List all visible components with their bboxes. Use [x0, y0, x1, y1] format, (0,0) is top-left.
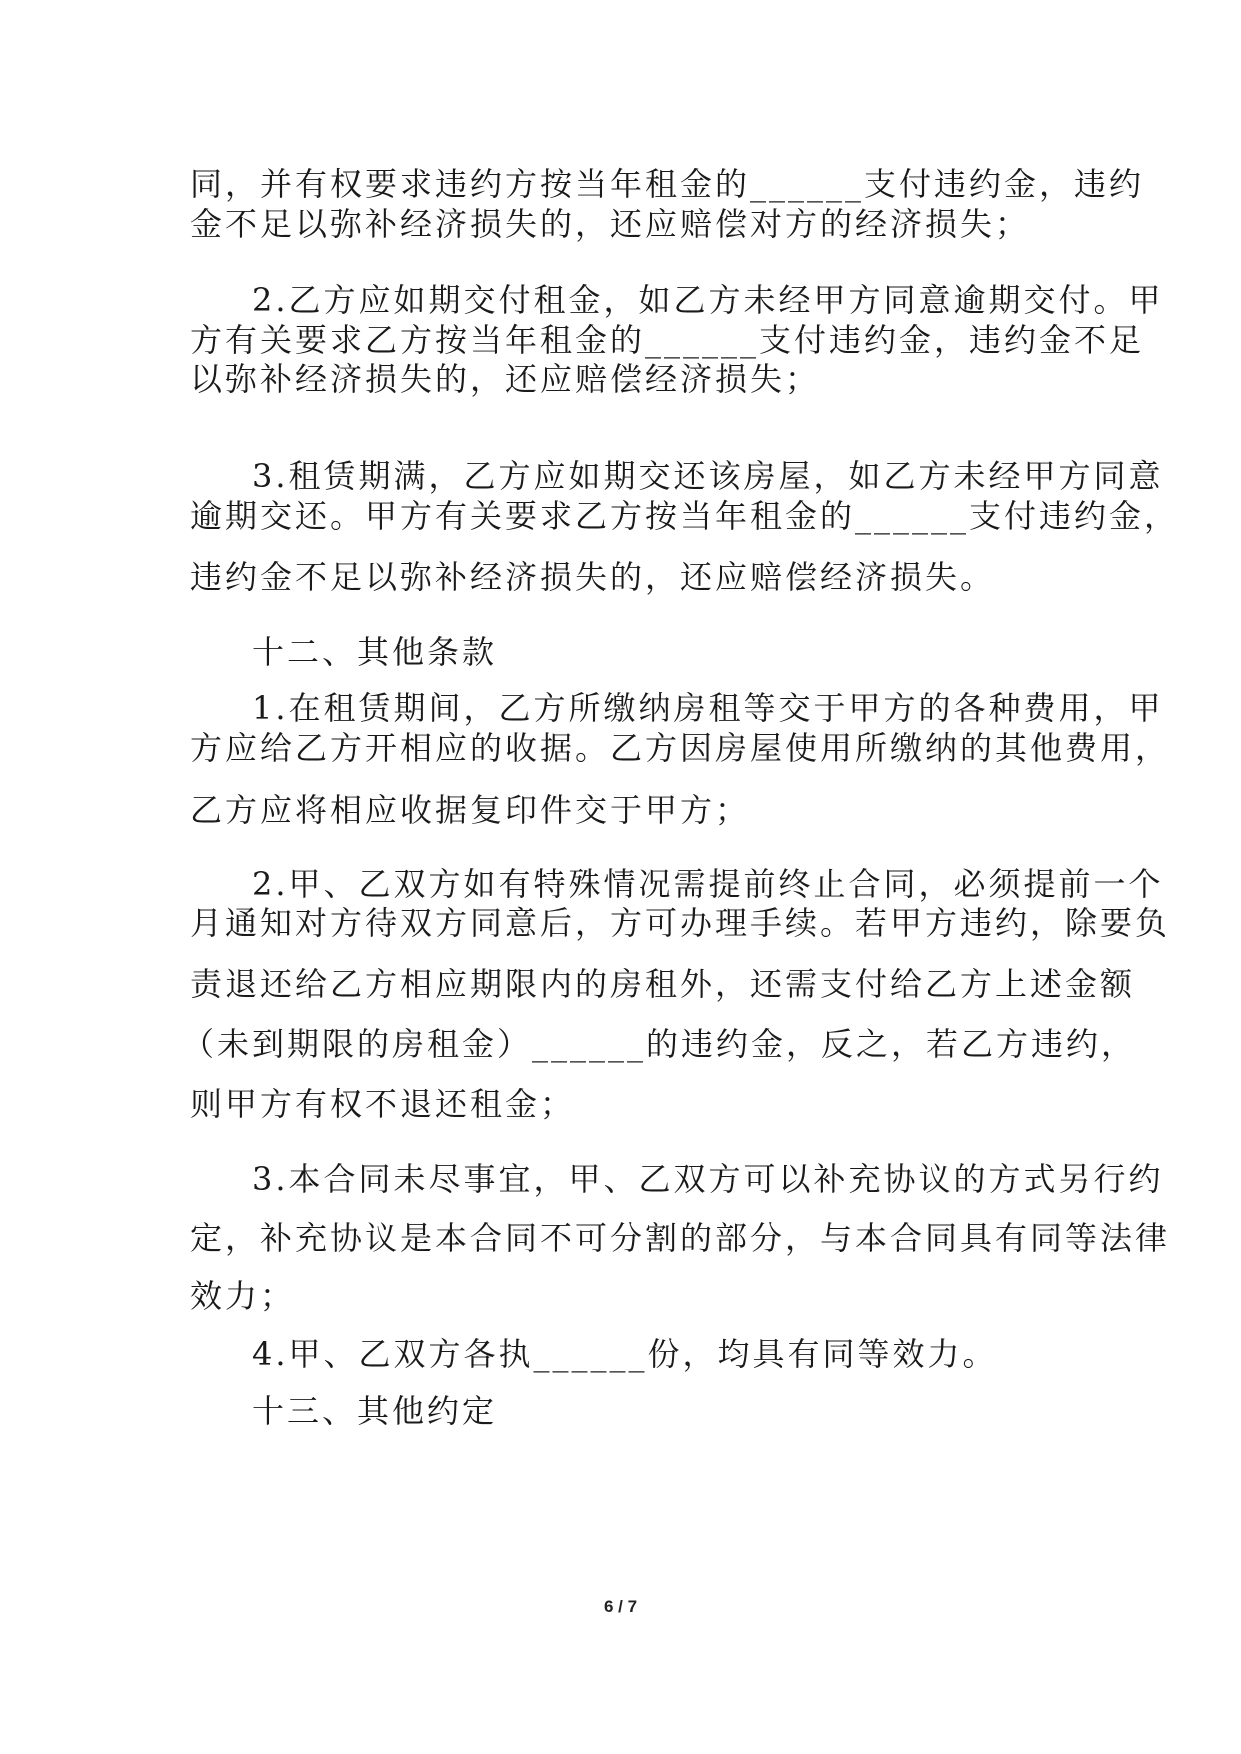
- body-line: 1.在租赁期间，乙方所缴纳房租等交于甲方的各种费用，甲: [252, 689, 1164, 727]
- body-line: 3.租赁期满，乙方应如期交还该房屋，如乙方未经甲方同意: [252, 457, 1164, 495]
- body-line: 乙方应将相应收据复印件交于甲方；: [190, 791, 751, 829]
- body-line: 则甲方有权不退还租金；: [190, 1085, 576, 1123]
- body-line: 定，补充协议是本合同不可分割的部分，与本合同具有同等法律: [190, 1219, 1171, 1257]
- body-line: 3.本合同未尽事宜，甲、乙双方可以补充协议的方式另行约: [252, 1160, 1164, 1198]
- page-number: 6 / 7: [603, 1597, 638, 1616]
- body-line: 方应给乙方开相应的收据。乙方因房屋使用所缴纳的其他费用，: [190, 729, 1171, 767]
- body-line: 责退还给乙方相应期限内的房租外，还需支付给乙方上述金额: [190, 965, 1136, 1003]
- body-line: 同，并有权要求违约方按当年租金的______支付违约金，违约: [190, 165, 1145, 203]
- body-line: 以弥补经济损失的，还应赔偿经济损失；: [190, 360, 821, 398]
- body-line: 违约金不足以弥补经济损失的，还应赔偿经济损失。: [190, 558, 996, 596]
- body-line: （未到期限的房租金）______的违约金，反之，若乙方违约，: [182, 1025, 1137, 1063]
- section-heading: 十二、其他条款: [252, 633, 498, 671]
- body-line: 月通知对方待双方同意后，方可办理手续。若甲方违约，除要负: [190, 904, 1171, 942]
- body-line: 2.乙方应如期交付租金，如乙方未经甲方同意逾期交付。甲: [252, 281, 1164, 319]
- body-line: 4.甲、乙双方各执______份，均具有同等效力。: [252, 1335, 998, 1373]
- body-line: 2.甲、乙双方如有特殊情况需提前终止合同，必须提前一个: [252, 865, 1164, 903]
- body-line: 效力；: [190, 1277, 296, 1315]
- body-line: 逾期交还。甲方有关要求乙方按当年租金的______支付违约金，: [190, 497, 1180, 535]
- section-heading: 十三、其他约定: [252, 1392, 498, 1430]
- body-line: 方有关要求乙方按当年租金的______支付违约金，违约金不足: [190, 321, 1145, 359]
- body-line: 金不足以弥补经济损失的，还应赔偿对方的经济损失；: [190, 205, 1031, 243]
